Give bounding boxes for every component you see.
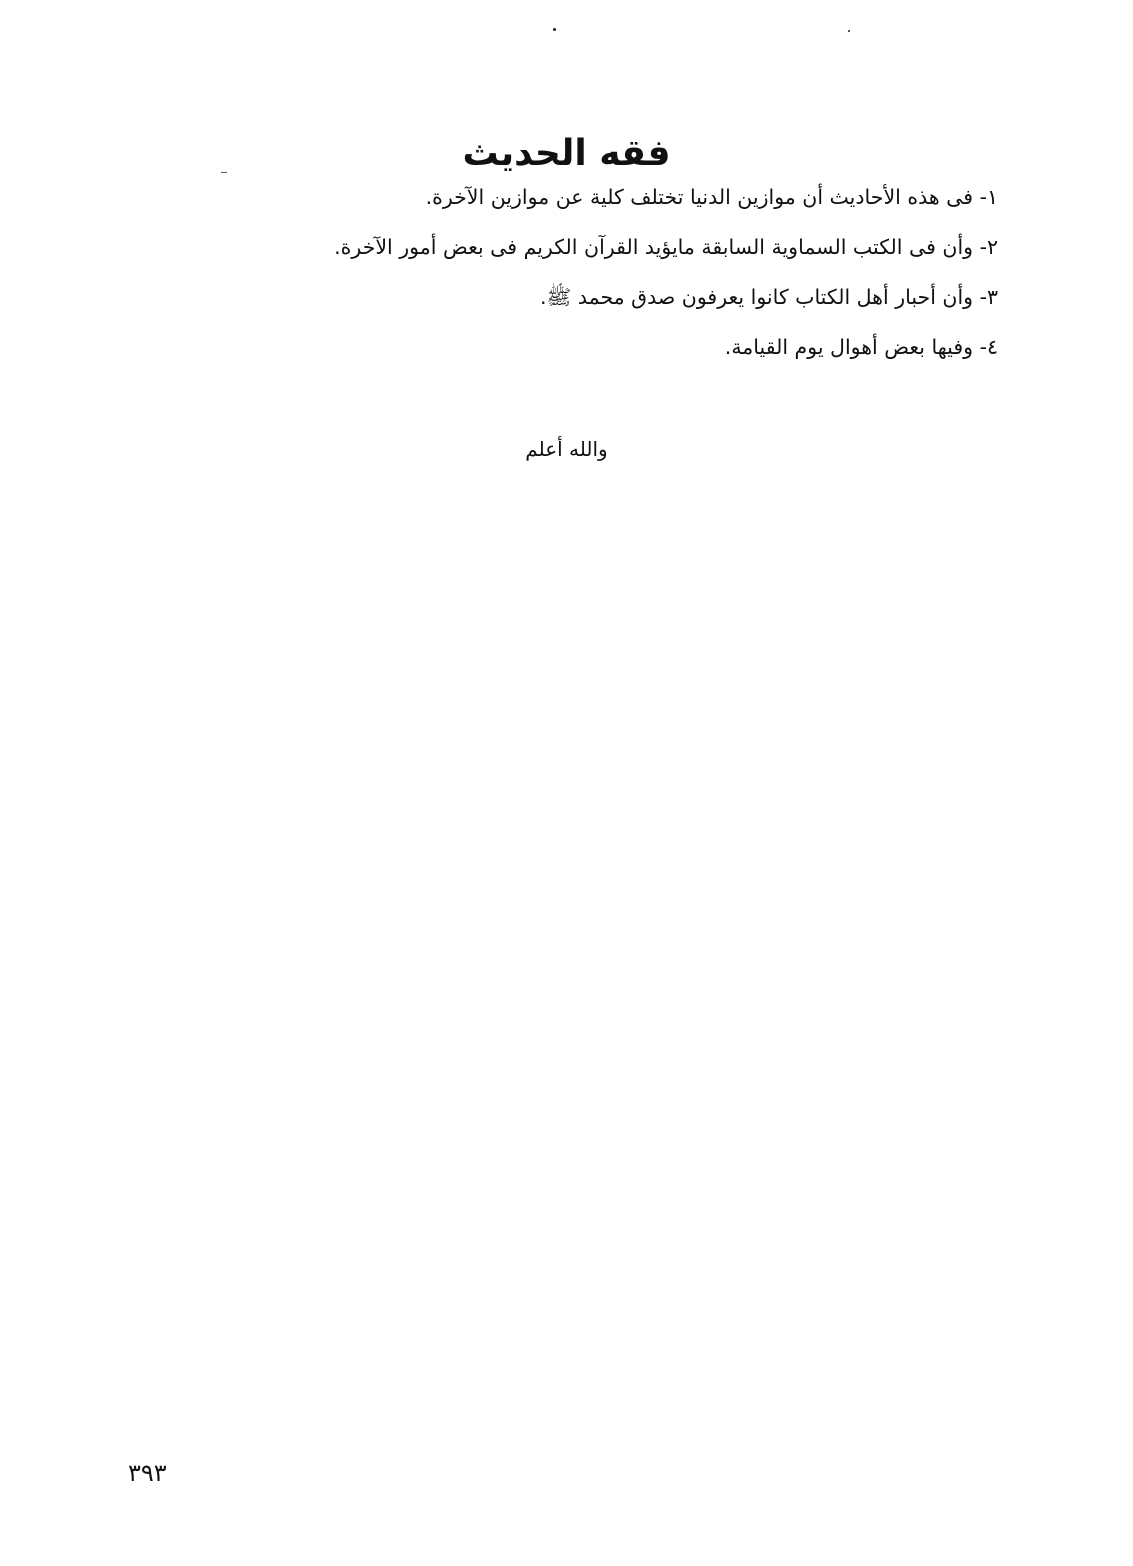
list-item: ٣- وأن أحبار أهل الكتاب كانوا يعرفون صدق محمد ﷺ. [540,285,998,309]
list-item: ٤- وفيها بعض أهوال يوم القيامة. [724,335,998,359]
list-item: ٢- وأن فى الكتب السماوية السابقة مايؤيد القرآن الكريم فى بعض أمور الآخرة. [334,235,998,259]
page-number: ٣٩٣ [128,1459,167,1487]
scan-speck [848,30,850,32]
closing-phrase: والله أعلم [525,437,608,461]
page-title: فقه الحديث [462,133,671,175]
points-list [158,184,998,384]
list-item: ١- فى هذه الأحاديث أن موازين الدنيا تختلف كلية عن موازين الآخرة. [425,185,998,209]
scan-speck [553,28,556,31]
